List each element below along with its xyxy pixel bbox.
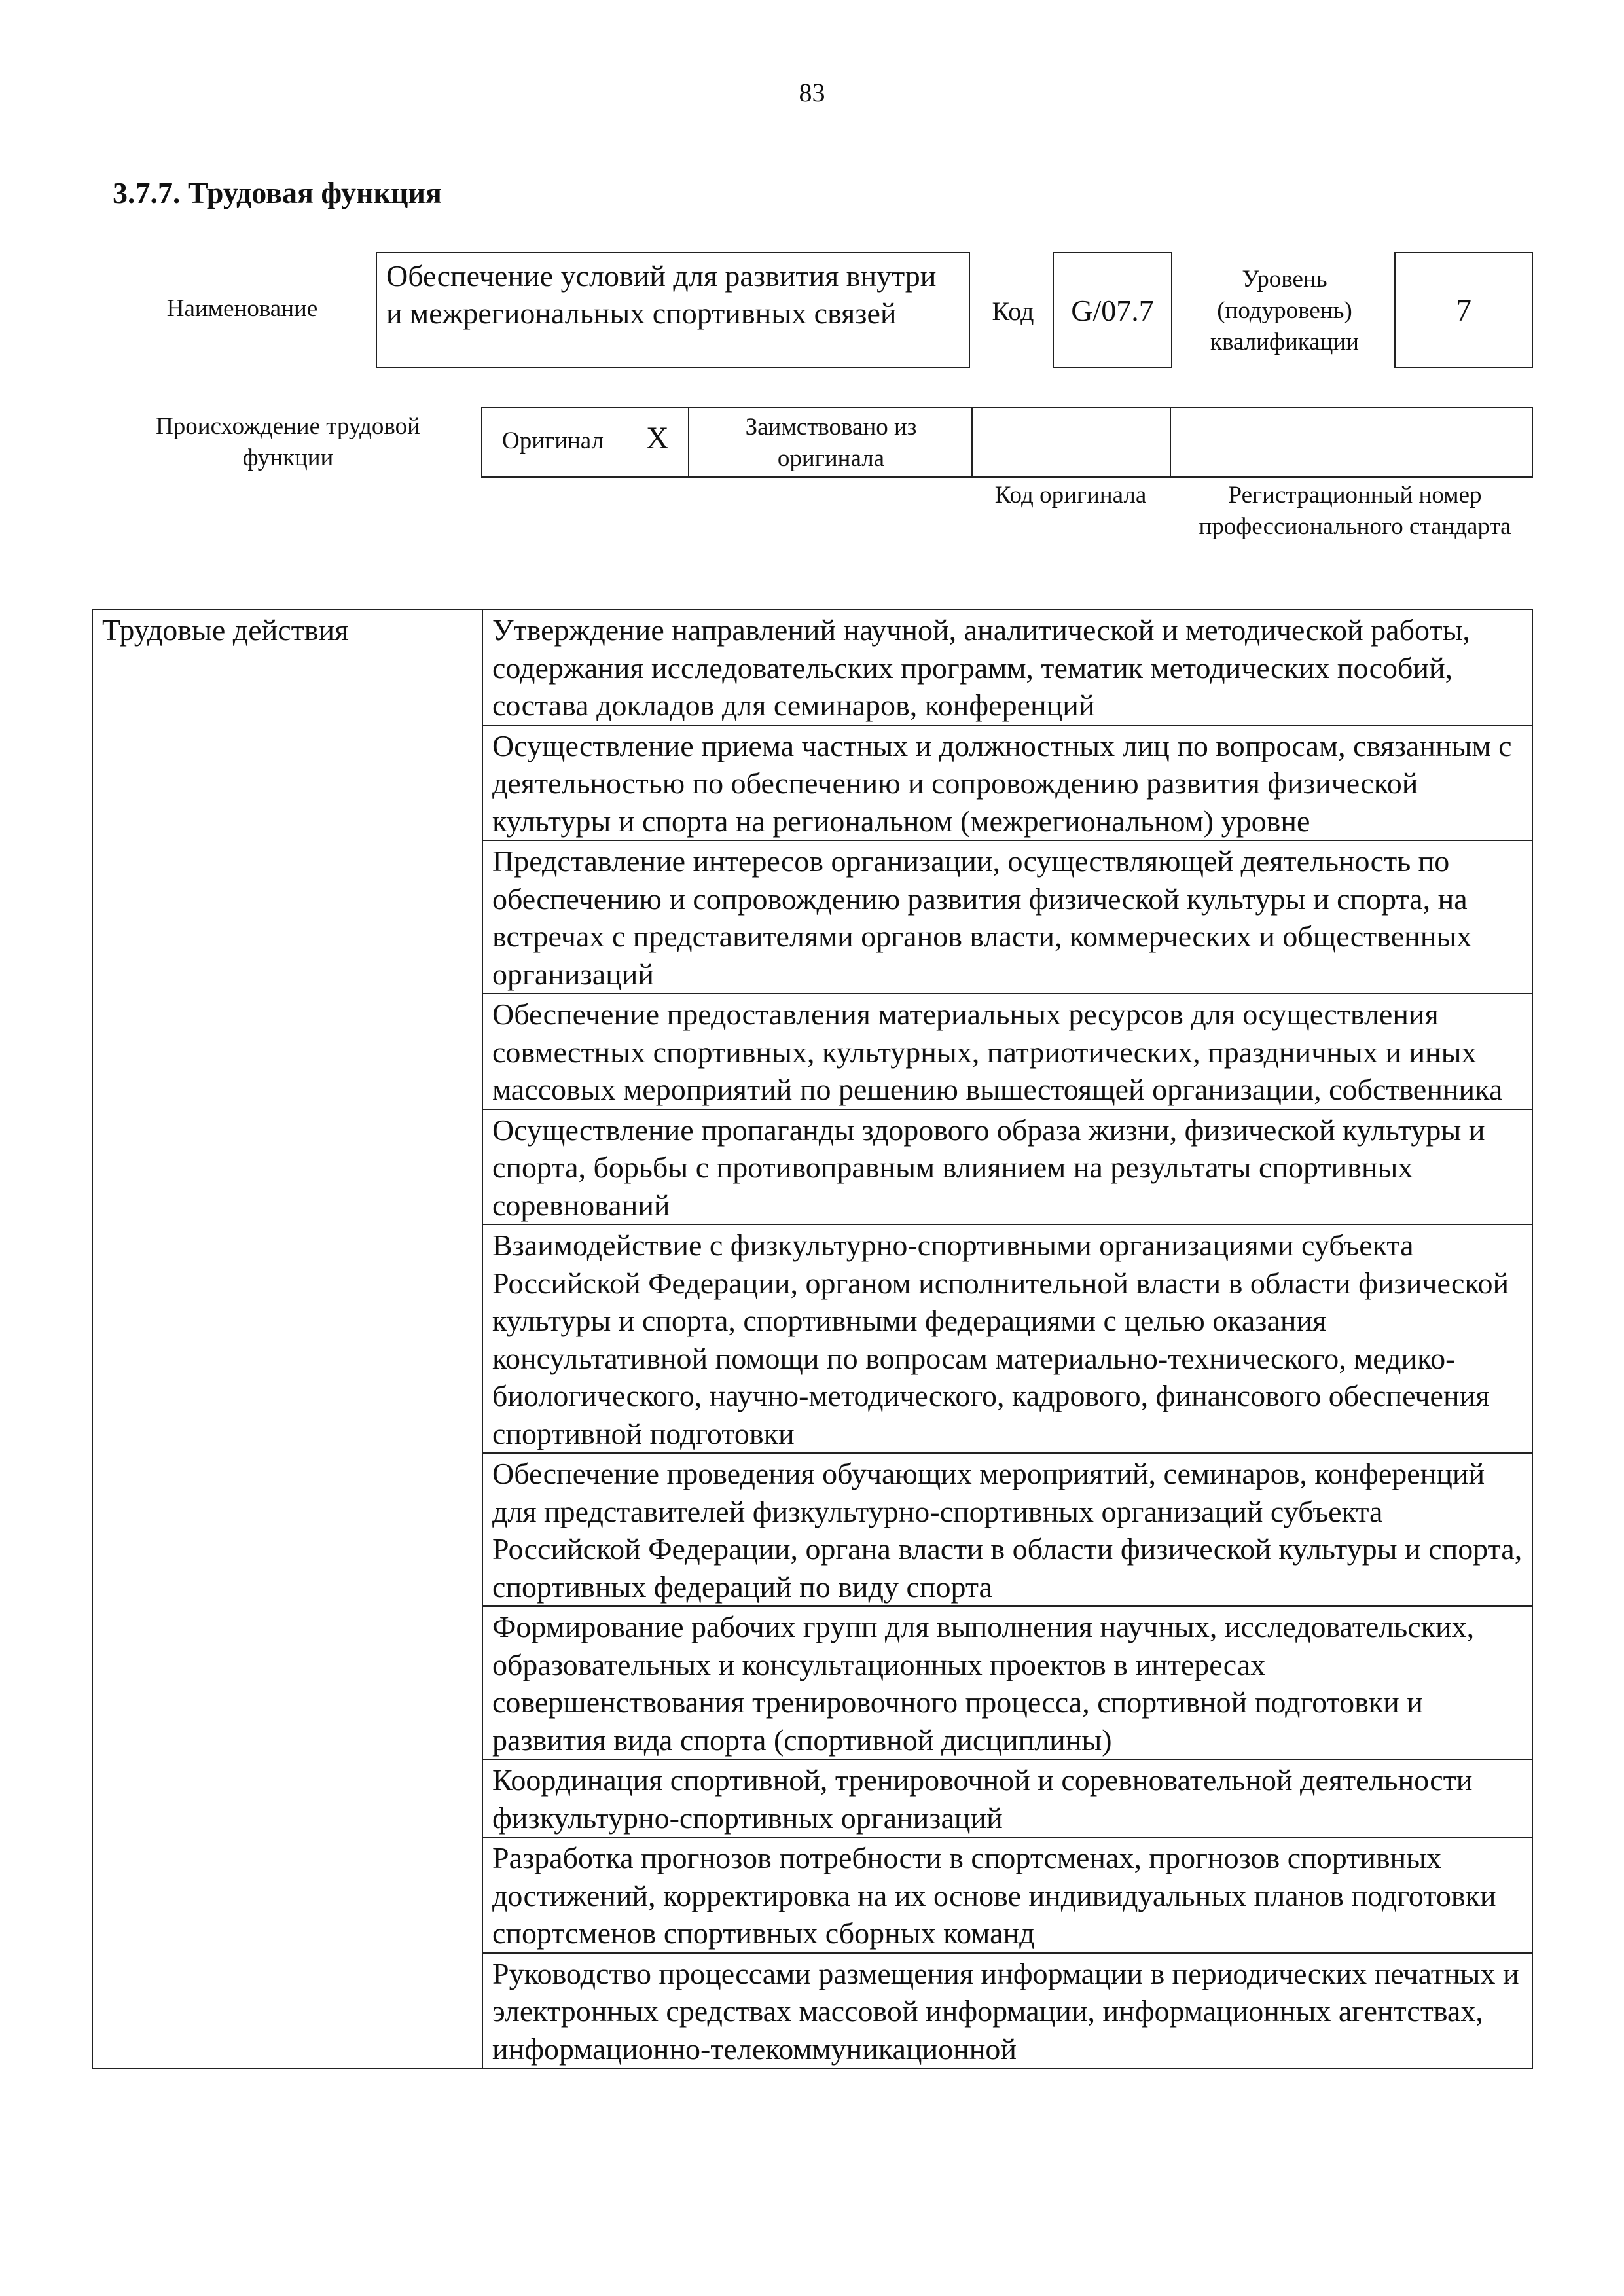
origin-strip — [481, 407, 1533, 478]
level-label: Уровень (подуровень) квалификации — [1210, 266, 1359, 356]
table-row — [92, 609, 1532, 725]
page-number: 83 — [799, 78, 825, 107]
labor-actions-table — [92, 609, 1533, 2069]
original-mark: X — [646, 421, 669, 456]
qualification-level-box: 7 — [1394, 252, 1533, 368]
origin-label: Происхождение трудовой функции — [156, 413, 420, 472]
code-label: Код — [992, 296, 1034, 326]
borrowed-label: Заимствовано из оригинала — [745, 414, 917, 473]
action-item: Утверждение направлений научной, аналитической и методической работы, содержания исследовательских программ, тематик методических пособий, состава докладов для семинаров, конференций — [482, 609, 1532, 725]
registration-number-label: Регистрационный номер профессионального стандарта — [1199, 482, 1511, 541]
name-label: Наименование — [166, 295, 318, 322]
registration-number-cell — [1171, 408, 1533, 476]
action-item: Обеспечение проведения обучающих мероприятий, семинаров, конференций для представителей физкультурно-спортивных организаций субъекта Российской Федерации, органа власти в области физической культуры и спорта, спортивных федераций по виду спорта — [482, 1453, 1532, 1606]
action-item: Осуществление приема частных и должностных лиц по вопросам, связанным с деятельностью по обеспечению и сопровождению развития физической культуры и спорта на региональном (межрегиональном) уровне — [482, 725, 1532, 841]
action-item: Обеспечение предоставления материальных ресурсов для осуществления совместных спортивных, культурных, патриотических, праздничных и иных массовых мероприятий по решению вышестоящей организации, собственника — [482, 994, 1532, 1109]
borrowed-cell — [689, 408, 973, 476]
action-item: Разработка прогнозов потребности в спортсменах, прогнозов спортивных достижений, корректировка на их основе индивидуальных планов подготовки спортсменов спортивных сборных команд — [482, 1837, 1532, 1953]
action-item: Руководство процессами размещения информации в периодических печатных и электронных средствах массовой информации, информационных агентствах, информационно-телекоммуникационной — [482, 1953, 1532, 2069]
original-label: Оригинал — [502, 427, 604, 454]
function-code-box: G/07.7 — [1053, 252, 1172, 368]
original-code-label: Код оригинала — [994, 482, 1147, 509]
function-name-box: Обеспечение условий для развития внутри и межрегиональных спортивных связей — [376, 252, 970, 368]
action-item: Координация спортивной, тренировочной и соревновательной деятельности физкультурно-спортивных организаций — [482, 1759, 1532, 1837]
action-item: Формирование рабочих групп для выполнения научных, исследовательских, образовательных и консультационных проектов в интересах совершенствования тренировочного процесса, спортивной подготовки и развития вида спорта (спортивной дисциплины) — [482, 1606, 1532, 1759]
action-item: Взаимодействие с физкультурно-спортивными организациями субъекта Российской Федерации, органом исполнительной власти в области физической культуры и спорта, спортивными федерациями с целью оказания консультативной помощи по вопросам материально-технического, медико-биологического, научно-методического, кадрового, финансового обеспечения спортивной подготовки — [482, 1225, 1532, 1453]
action-item: Представление интересов организации, осуществляющей деятельность по обеспечению и сопровождению развития физической культуры и спорта, на встречах с представителями органов власти, коммерческих и общественных организаций — [482, 840, 1532, 994]
original-cell — [482, 408, 689, 476]
section-title: 3.7.7. Трудовая функция — [113, 176, 442, 209]
labor-actions-header: Трудовые действия — [92, 609, 482, 2068]
original-code-cell — [973, 408, 1171, 476]
action-item: Осуществление пропаганды здорового образа жизни, физической культуры и спорта, борьбы с противоправным влиянием на результаты спортивных соревнований — [482, 1109, 1532, 1225]
